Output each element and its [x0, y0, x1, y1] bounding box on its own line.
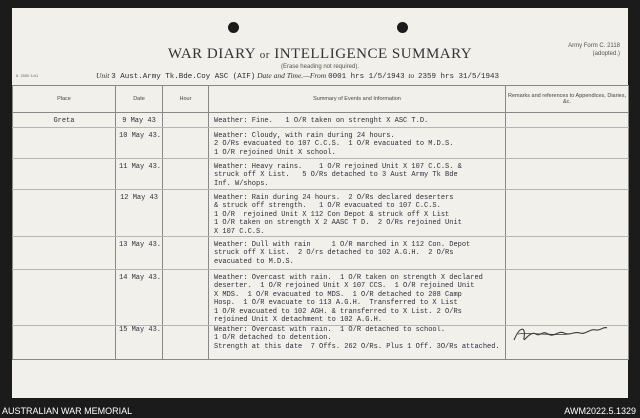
handwritten-signature [510, 320, 610, 346]
unit-value: 3 Aust.Army Tk.Bde.Coy ASC (AIF) [111, 73, 256, 81]
punch-hole [228, 22, 239, 33]
table-row: 10 May 43. Weather: Cloudy, with rain during 24 hours. 2 O/Rs evacuated to 107 C.C.S. 1 O/R evacuated to M.D.S. 1 O/R rejoined Unit X school. [13, 128, 629, 159]
table-row: Greta 9 May 43 Weather: Fine. 1 O/R taken on strenght X ASC T.D. [13, 113, 629, 128]
diary-table [12, 85, 629, 360]
table-row: 13 May 43. Weather: Dull with rain 1 O/R marched in X 112 Con. Depot struck off X List. 2 O/rs detached to 102 A.G.H. 2 O/Rs evacuated to M.D.S. [13, 237, 629, 270]
army-form-number: Army Form C. 2118 (adopted.) [568, 43, 620, 57]
column-header-summary: Summary of Events and Information [209, 86, 506, 113]
diary-sheet [12, 8, 628, 398]
punch-hole [397, 22, 408, 33]
table-row: 14 May 43. Weather: Overcast with rain. 1 O/R taken on strength X declared deserter. 1 O/R rejoined Unit X 107 CCS. 1 O/R rejoined Unit X MDS. 1 O/R evacuated to MDS. 1 O/R detached to 208 Camp Hosp. 1 O/R evacuate to 113 A.G.H. Transferred to X List 1 O/R evacuated to 102 AGH. & transferred to X List. 2 O/Rs rejoined Unit X detachment to 102 A.G.H. [13, 270, 629, 326]
table-row: 15 May 43. Weather: Overcast with rain. 1 O/R detached to school. 1 O/R detached to detention. Strength at this date 7 Offs. 262 O/Rs. Plus 1 Off. 3O/Rs attached. [13, 326, 629, 360]
column-header-place: Place [13, 86, 116, 113]
column-header-date: Date [116, 86, 163, 113]
page-title: WAR DIARY or INTELLIGENCE SUMMARY [167, 46, 473, 62]
table-row: 12 May 43 Weather: Rain during 24 hours. 2 O/Rs declared deserters & struck off strength. 1 O/R evacuated to 107 C.C.S. 1 O/R rejoined Unit X 112 Con Depot & struck off X List 1 O/R taken on strength X 2 AASC T D. 2 O/Rs rejoined Unit X 107 C.C.S. [13, 190, 629, 237]
subtitle: (Erase heading not required). [280, 64, 360, 70]
column-header-hour: Hour [163, 86, 209, 113]
footer-reference-number: AWM2022.5.1329 [564, 406, 636, 416]
table-row: 11 May 43. Weather: Heavy rains. 1 O/R rejoined Unit X 107 C.C.S. & struck off X List. 5 O/Rs detached to 3 Aust Army Tk Bde Inf. W/shops. [13, 159, 629, 190]
form-print-code: 6. 2500 1/41 [16, 73, 39, 78]
column-header-remarks: Remarks and references to Appendices, Diaries, &c. [506, 86, 629, 113]
footer-archive-name: AUSTRALIAN WAR MEMORIAL [2, 406, 133, 416]
to-value: 2359 hrs 31/5/1943 [417, 73, 499, 81]
from-value: 0001 hrs 1/5/1943 [328, 73, 405, 81]
unit-line: Unit 3 Aust.Army Tk.Bde.Coy ASC (AIF) Date and Time.—From 0001 hrs 1/5/1943 to 2359 hrs 31/5/1943 [96, 71, 499, 81]
